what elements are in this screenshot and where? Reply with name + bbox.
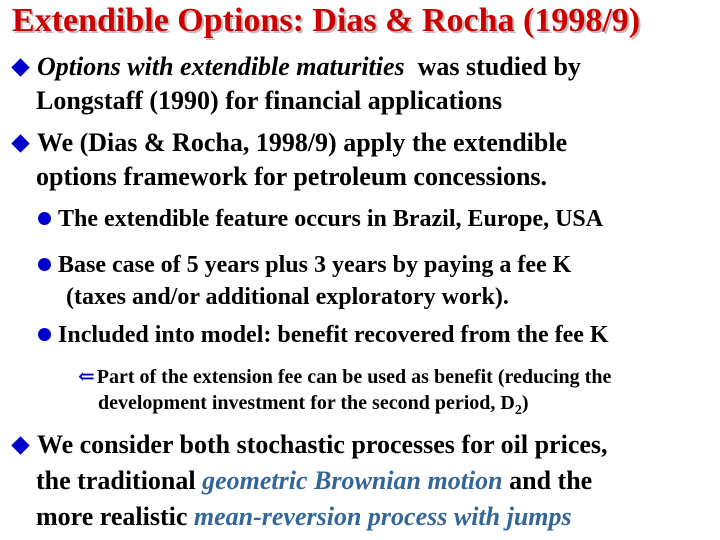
sub-bullet-extendible-feature [36,206,603,233]
highlight-mean-reversion: mean-reversion process with jumps [193,502,572,531]
dot-bullet-icon [38,212,51,225]
sub-sub-bullet-line1 [78,364,611,389]
sub-bullet-base-case-line2: (taxes and/or additional exploratory work). [66,284,509,310]
text: Included into model: benefit recovered from the fee K [58,322,609,348]
sub-bullet-base-case-line1 [36,252,571,279]
bullet-we-apply-line1 [10,128,567,158]
text: Part of the extension fee can be used as benefit (reducing the [96,366,612,388]
text-end: ) [521,392,529,414]
diamond-bullet-icon [11,58,29,76]
dot-bullet-icon [38,328,51,341]
slide-title: Extendible Options: Dias & Rocha (1998/9) [12,2,641,39]
italic-phrase: Options with extendible maturities [37,52,405,81]
highlight-gbm: geometric Brownian motion [202,466,503,495]
text: more realistic [36,502,188,531]
text: and the [509,466,593,495]
text: We consider both stochastic processes for oil prices, [37,430,608,459]
bullet-stochastic-line1 [10,430,608,460]
bullet-stochastic-line3 [36,502,572,532]
subscript: 2 [514,403,522,418]
text: We (Dias & Rocha, 1998/9) apply the extendible [37,128,568,157]
sub-bullet-included [36,322,609,349]
bullet-options-line1 [10,52,581,82]
text: Base case of 5 years plus 3 years by paying a fee K [58,252,572,278]
dot-bullet-icon [38,258,51,271]
diamond-bullet-icon [11,134,29,152]
text: was studied by [417,52,581,81]
bullet-we-apply-line2: options framework for petroleum concessions. [36,162,548,191]
text: the traditional [36,466,196,495]
bullet-stochastic-line2 [36,466,592,496]
text: development investment for the second period, D [98,392,515,414]
diamond-bullet-icon [11,436,29,454]
sub-sub-bullet-line2 [98,392,529,419]
text: The extendible feature occurs in Brazil, Europe, USA [58,206,604,232]
bullet-options-line2: Longstaff (1990) for financial applications [36,86,503,115]
arrow-bullet-icon: ⇐ [78,366,95,388]
